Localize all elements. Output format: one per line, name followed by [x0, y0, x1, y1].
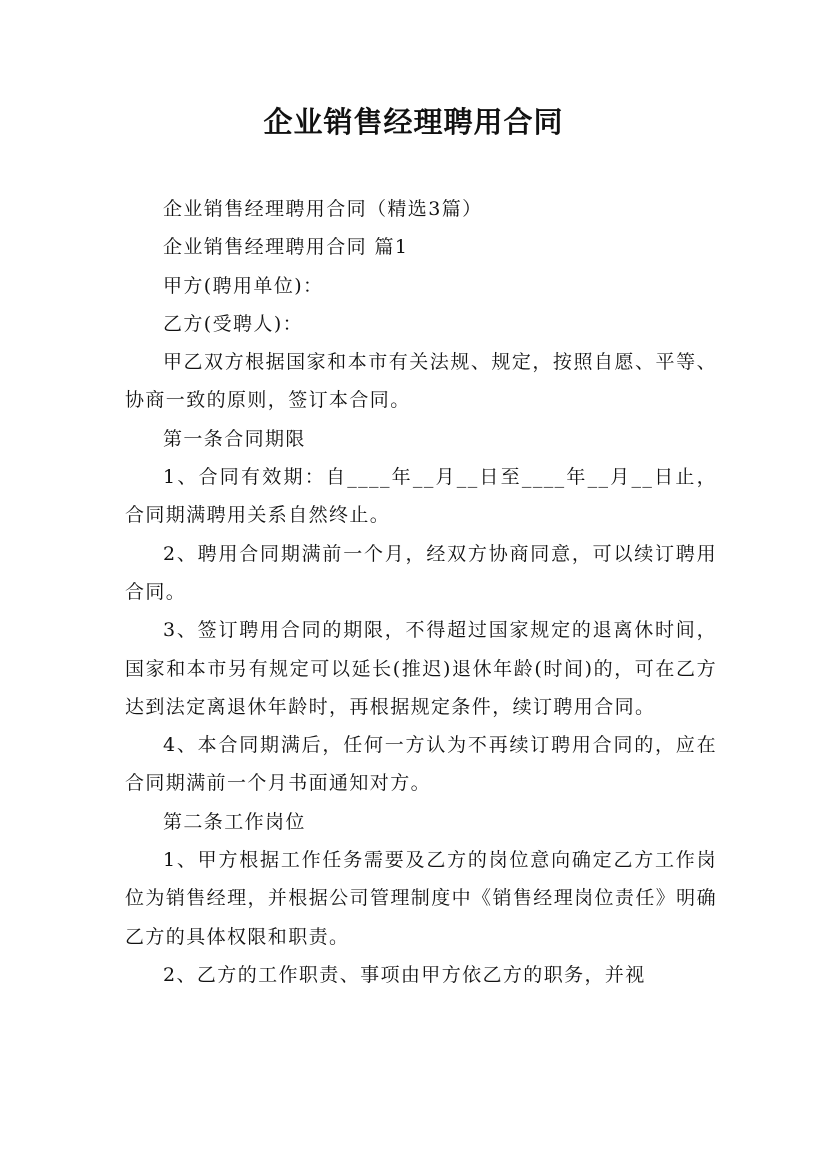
clause-position-1: 1、甲方根据工作任务需要及乙方的岗位意向确定乙方工作岗位为销售经理，并根据公司管理制度中《销售经理岗位责任》明确乙方的具体权限和职责。 — [125, 849, 717, 948]
paragraph-heading-selection: 企业销售经理聘用合同（精选3篇） — [163, 198, 483, 220]
paragraph-party-a: 甲方(聘用单位)： — [163, 274, 324, 297]
clause-term-3: 3、签订聘用合同的期限，不得超过国家规定的退离休时间，国家和本市另有规定可以延长(推迟)退休年龄(时间)的，可在乙方达到法定离退休年龄时，再根据规定条件，续订聘用合同。 — [125, 619, 717, 718]
clause-term-2: 2、聘用合同期满前一个月，经双方协商同意，可以续订聘用合同。 — [125, 542, 717, 603]
paragraph-party-b: 乙方(受聘人)： — [163, 312, 304, 335]
section-heading-position: 第二条工作岗位 — [163, 810, 306, 833]
paragraph-preamble: 甲乙双方根据国家和本市有关法规、规定，按照自愿、平等、协商一致的原则，签订本合同。 — [125, 351, 717, 412]
section-heading-term: 第一条合同期限 — [163, 427, 306, 450]
clause-term-1: 1、合同有效期：自____年__月__日至____年__月__日止，合同期满聘用关系自然终止。 — [125, 466, 717, 527]
clause-term-4: 4、本合同期满后，任何一方认为不再续订聘用合同的，应在合同期满前一个月书面通知对方。 — [125, 734, 717, 795]
paragraph-heading-part1: 企业销售经理聘用合同 篇1 — [163, 236, 409, 259]
document-body — [125, 190, 717, 994]
clause-position-2: 2、乙方的工作职责、事项由甲方依乙方的职务，并视 — [163, 963, 646, 986]
document-title: 企业销售经理聘用合同 — [263, 105, 564, 139]
